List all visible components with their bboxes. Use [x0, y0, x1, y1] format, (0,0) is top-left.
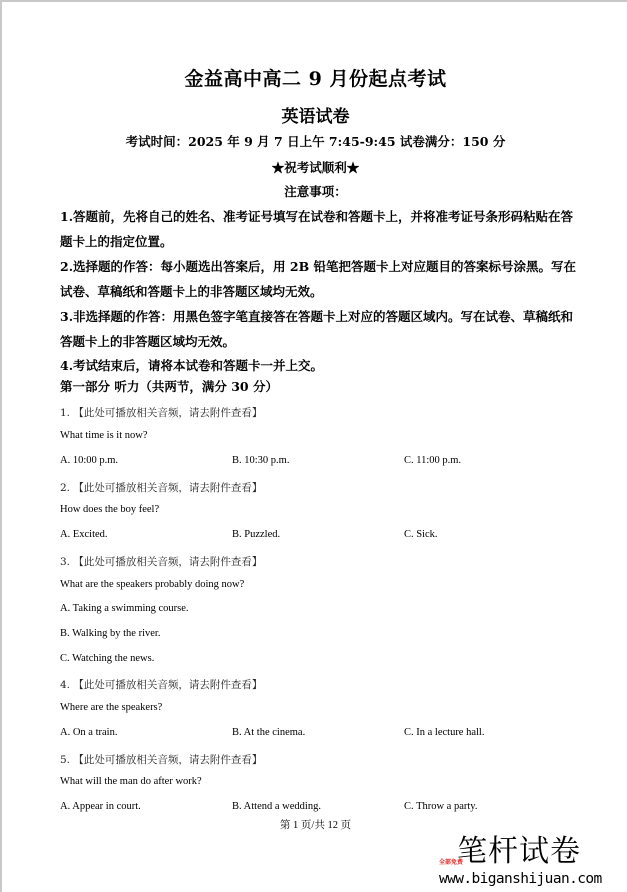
watermark-brand: 笔杆试卷	[457, 834, 581, 869]
exam-title: 金益高中高二 9 月份起点考试	[184, 68, 447, 90]
watermark-logo	[439, 834, 602, 891]
note-3-line-2: 答题卡上的非答题区域均无效。	[60, 334, 236, 349]
question-2-audio-note: 2. 【此处可播放相关音频，请去附件查看】	[60, 482, 263, 494]
question-5-text: What will the man do after work?	[60, 776, 202, 787]
notice-heading: 注意事项：	[284, 184, 347, 199]
question-4-option-c: C. In a lecture hall.	[404, 727, 485, 738]
exam-info: 考试时间：2025 年 9 月 7 日上午 7:45-9:45 试卷满分：150 分	[125, 134, 506, 149]
note-4-line-1: 4.考试结束后，请将本试卷和答题卡一并上交。	[60, 358, 324, 373]
question-3-option-b: B. Walking by the river.	[60, 628, 161, 639]
question-5-option-c: C. Throw a party.	[404, 801, 478, 812]
question-2-option-b: B. Puzzled.	[232, 529, 281, 540]
page-indicator: 第 1 页/共 12 页	[279, 820, 352, 831]
question-2-option-c: C. Sick.	[404, 529, 438, 540]
watermark-tag: 全部免费	[439, 859, 464, 866]
question-3-option-a: A. Taking a swimming course.	[60, 603, 189, 614]
section-heading: 第一部分 听力（共两节，满分 30 分）	[60, 379, 278, 394]
question-5-audio-note: 5. 【此处可播放相关音频，请去附件查看】	[60, 754, 263, 766]
question-3-text: What are the speakers probably doing now?	[60, 579, 245, 590]
question-3-audio-note: 3. 【此处可播放相关音频，请去附件查看】	[60, 556, 263, 568]
question-1-audio-note: 1. 【此处可播放相关音频，请去附件查看】	[60, 407, 263, 419]
question-1-option-a: A. 10:00 p.m.	[60, 455, 119, 466]
note-2-line-2: 试卷、草稿纸和答题卡上的非答题区域均无效。	[60, 284, 323, 299]
question-1-text: What time is it now?	[60, 430, 148, 441]
watermark-url: www.biganshijuan.com	[439, 871, 602, 887]
question-2-text: How does the boy feel?	[60, 504, 160, 515]
good-luck-line: ★祝考试顺利★	[271, 160, 360, 175]
question-4-text: Where are the speakers?	[60, 702, 163, 713]
question-4-option-a: A. On a train.	[60, 727, 118, 738]
question-1-option-b: B. 10:30 p.m.	[232, 455, 290, 466]
exam-subtitle: 英语试卷	[281, 107, 350, 127]
question-1-option-c: C. 11:00 p.m.	[404, 455, 462, 466]
question-5-option-b: B. Attend a wedding.	[232, 801, 321, 812]
note-2-line-1: 2.选择题的作答：每小题选出答案后，用 2B 铅笔把答题卡上对应题目的答案标号涂黑。写在	[60, 259, 577, 274]
note-1-line-2: 题卡上的指定位置。	[60, 234, 173, 249]
note-3-line-1: 3.非选择题的作答：用黑色签字笔直接答在答题卡上对应的答题区域内。写在试卷、草稿纸和	[60, 309, 574, 324]
question-2-option-a: A. Excited.	[60, 529, 108, 540]
question-4-audio-note: 4. 【此处可播放相关音频，请去附件查看】	[60, 679, 263, 691]
question-4-option-b: B. At the cinema.	[232, 727, 306, 738]
note-1-line-1: 1.答题前，先将自己的姓名、准考证号填写在试卷和答题卡上，并将准考证号条形码粘贴在答	[60, 209, 574, 224]
question-5-option-a: A. Appear in court.	[60, 801, 141, 812]
question-3-option-c: C. Watching the news.	[60, 653, 155, 664]
